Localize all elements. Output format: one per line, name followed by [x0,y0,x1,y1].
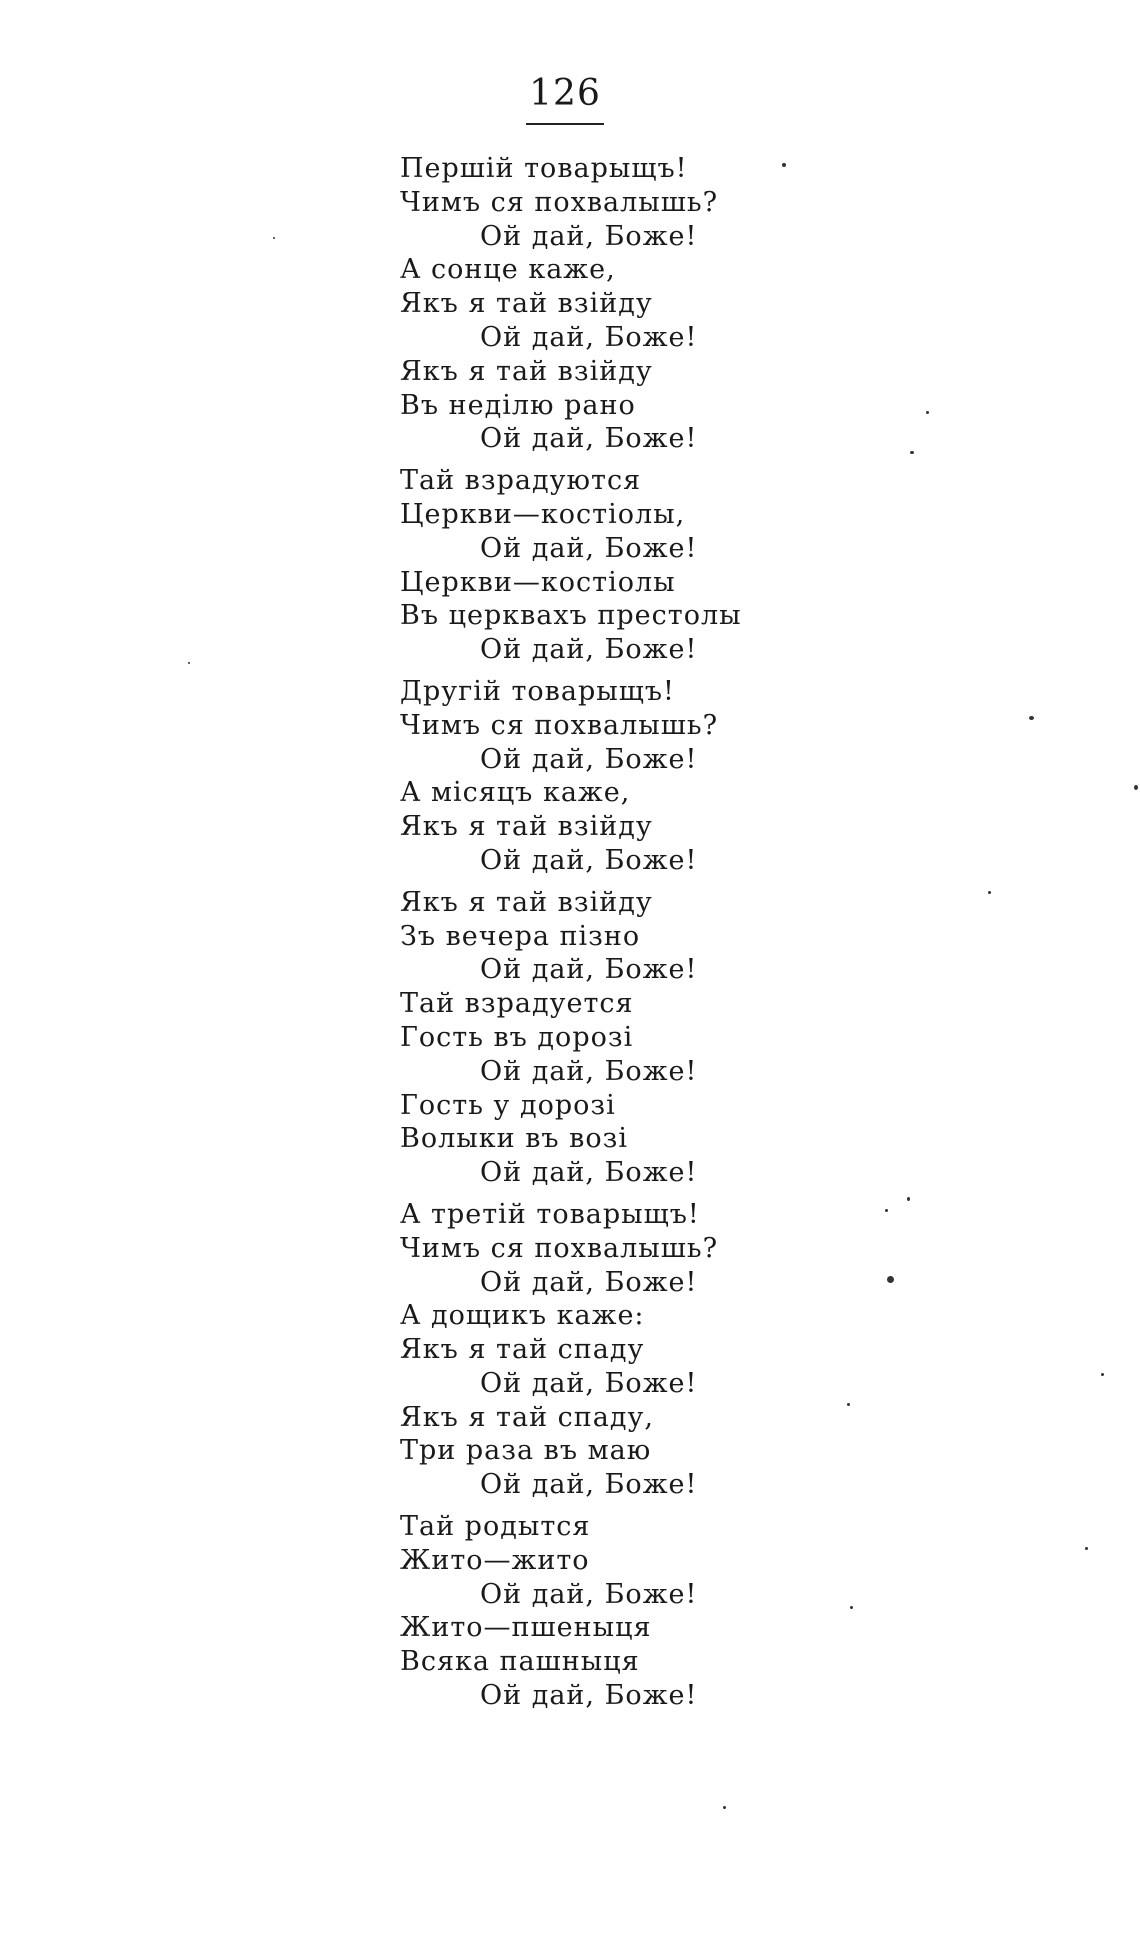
scan-speck [847,1403,850,1406]
stanza [400,1510,820,1713]
poem-text [400,152,820,1721]
verse-line: Якъ я тай спаду [400,1334,645,1366]
scan-speck [885,1209,888,1212]
refrain-line: Ой дай, Боже! [480,1367,698,1399]
scan-speck [723,1806,726,1809]
refrain-line: Ой дай, Боже! [480,423,698,455]
verse-line: Другій товарыщъ! [400,675,675,707]
verse-line: Тай родытся [400,1511,591,1543]
verse-line: Чимъ ся похвалышь? [400,186,719,218]
stanza [400,675,820,878]
verse-line: Всяка пашныця [400,1646,640,1678]
refrain-line: Ой дай, Боже! [480,220,698,252]
verse-line: Жито—пшеныця [400,1612,652,1644]
scan-speck [1029,716,1034,720]
verse-line: А місяцъ каже, [400,777,631,809]
refrain-line: Ой дай, Боже! [480,1680,698,1712]
refrain-line: Ой дай, Боже! [480,532,698,564]
verse-line: Жито—жито [400,1544,590,1576]
scan-speck [887,1276,894,1283]
scan-speck [988,891,991,894]
verse-line: Якъ я тай взійду [400,288,653,320]
verse-line: Тай взрадуются [400,465,642,497]
page-number-rule [526,123,604,125]
refrain-line: Ой дай, Боже! [480,1055,698,1087]
verse-line: Гость въ дорозі [400,1021,634,1053]
refrain-line: Ой дай, Боже! [480,1266,698,1298]
stanza [400,152,820,456]
scan-speck [1134,785,1138,790]
refrain-line: Ой дай, Боже! [480,634,698,666]
scan-speck [188,662,190,664]
scan-speck [273,237,275,239]
scan-speck [782,163,786,167]
refrain-line: Ой дай, Боже! [480,321,698,353]
scan-speck [907,1197,910,1201]
stanza [400,464,820,667]
stanza [400,1198,820,1502]
scan-speck [850,1606,853,1609]
scan-speck [926,411,929,414]
verse-line: А сонце каже, [400,254,616,286]
verse-line: Церкви—костіолы, [400,498,686,530]
verse-line: Зъ вечера пізно [400,920,641,952]
verse-line: Церкви—костіолы [400,566,676,598]
stanza [400,886,820,1190]
verse-line: Чимъ ся похвалышь? [400,1232,719,1264]
verse-line: Гость у дорозі [400,1089,616,1121]
scan-speck [1085,1547,1088,1550]
verse-line: Въ церквахъ престолы [400,600,742,632]
scan-speck [1101,1373,1104,1376]
verse-line: Чимъ ся похвалышь? [400,709,719,741]
verse-line: Волыки въ возі [400,1123,628,1155]
verse-line: Тай взрадуется [400,988,634,1020]
refrain-line: Ой дай, Боже! [480,743,698,775]
scan-speck [910,451,914,454]
verse-line: Въ неділю рано [400,389,636,421]
verse-line: Першій товарыщъ! [400,153,688,184]
page-number: 126 [529,73,601,114]
refrain-line: Ой дай, Боже! [480,1469,698,1501]
refrain-line: Ой дай, Боже! [480,954,698,986]
verse-line: Якъ я тай взійду [400,355,653,387]
verse-line: Якъ я тай спаду, [400,1401,654,1433]
refrain-line: Ой дай, Боже! [480,844,698,876]
verse-line: Якъ я тай взійду [400,811,653,843]
verse-line: А третій товарыщъ! [400,1198,700,1230]
verse-line: Три раза въ маю [400,1435,652,1467]
refrain-line: Ой дай, Боже! [480,1578,698,1610]
verse-line: А дощикъ каже: [400,1300,645,1332]
refrain-line: Ой дай, Боже! [480,1157,698,1189]
verse-line: Якъ я тай взійду [400,886,653,918]
